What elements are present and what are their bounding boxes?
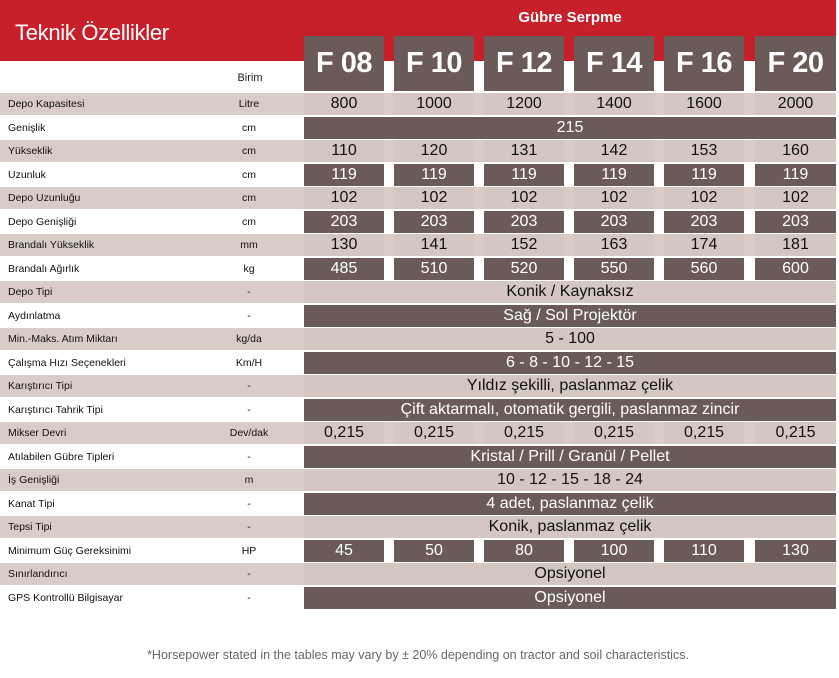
table-cell: 119	[484, 164, 564, 186]
row-label: İş Genişliği	[8, 474, 60, 486]
table-cell: 560	[664, 258, 744, 280]
table-row	[0, 258, 836, 280]
table-row	[0, 234, 836, 256]
row-unit: Km/H	[235, 356, 263, 369]
table-cell: 2000	[755, 93, 836, 115]
spanning-value: 5 - 100	[304, 328, 836, 350]
table-cell: 600	[755, 258, 836, 280]
row-label: Kanat Tipi	[8, 497, 55, 510]
table-cell: 119	[664, 164, 744, 186]
spanning-value: 10 - 12 - 15 - 18 - 24	[304, 469, 836, 491]
row-unit: cm	[242, 168, 256, 181]
table-row	[0, 563, 836, 585]
row-unit: -	[247, 403, 251, 416]
model-header: F 08	[304, 36, 384, 91]
table-row	[0, 305, 836, 327]
table-cell: 110	[664, 540, 744, 562]
group-title: Gübre Serpme	[518, 9, 622, 26]
table-row	[0, 164, 836, 186]
table-cell: 102	[664, 187, 744, 209]
row-label: Brandalı Ağırlık	[8, 262, 80, 275]
row-unit: Dev/dak	[229, 427, 269, 439]
row-label: Karıştırıcı Tahrik Tipi	[8, 403, 103, 416]
table-cell: 80	[484, 540, 564, 562]
table-cell: 119	[755, 164, 836, 186]
spanning-value: Sağ / Sol Projektör	[304, 305, 836, 327]
row-unit: -	[247, 568, 251, 580]
row-label: Depo Genişliği	[8, 215, 77, 228]
spanning-value: Opsiyonel	[304, 563, 836, 585]
row-label: Depo Uzunluğu	[8, 192, 81, 204]
row-label: Çalışma Hızı Seçenekleri	[8, 356, 126, 369]
table-cell: 1600	[664, 93, 744, 115]
table-cell: 203	[755, 211, 836, 233]
row-label: Tepsi Tipi	[8, 521, 52, 533]
table-cell: 1000	[394, 93, 474, 115]
table-row	[0, 93, 836, 115]
row-unit: cm	[242, 215, 256, 228]
spanning-value: Yıldız şekilli, paslanmaz çelik	[304, 375, 836, 397]
page-title: Teknik Özellikler	[15, 20, 169, 45]
table-cell: 203	[484, 211, 564, 233]
spanning-value: 6 - 8 - 10 - 12 - 15	[304, 352, 836, 374]
row-unit: Litre	[238, 98, 260, 110]
unit-column-header: Birim	[237, 72, 263, 84]
row-label: Minimum Güç Gereksinimi	[8, 544, 132, 557]
row-unit: -	[247, 380, 251, 392]
row-label: Sınırlandırıcı	[8, 568, 68, 580]
table-cell: 102	[574, 187, 654, 209]
row-label: Atılabilen Gübre Tipleri	[8, 450, 115, 463]
row-label: Yükseklik	[8, 145, 53, 157]
spanning-value: Kristal / Prill / Granül / Pellet	[304, 446, 836, 468]
table-cell: 130	[304, 234, 384, 256]
row-label: Depo Tipi	[8, 286, 53, 298]
table-cell: 142	[574, 140, 654, 162]
table-cell: 1200	[484, 93, 564, 115]
table-cell: 550	[574, 258, 654, 280]
table-cell: 800	[304, 93, 384, 115]
table-cell: 203	[304, 211, 384, 233]
table-cell: 110	[304, 140, 384, 162]
table-cell: 102	[484, 187, 564, 209]
table-row	[0, 328, 836, 350]
table-cell: 160	[755, 140, 836, 162]
table-cell: 485	[304, 258, 384, 280]
row-label: Genişlik	[8, 121, 46, 134]
model-header: F 20	[755, 36, 836, 91]
row-label: GPS Kontrollü Bilgisayar	[8, 591, 123, 604]
table-cell: 203	[574, 211, 654, 233]
spanning-value: Çift aktarmalı, otomatik gergili, paslanmaz zincir	[304, 399, 836, 421]
table-row	[0, 469, 836, 491]
table-cell: 152	[484, 234, 564, 256]
table-cell: 163	[574, 234, 654, 256]
row-label: Min.-Maks. Atım Miktarı	[8, 333, 118, 345]
table-row	[0, 493, 836, 515]
row-unit: kg/da	[236, 333, 262, 345]
table-cell: 203	[394, 211, 474, 233]
table-cell: 102	[755, 187, 836, 209]
row-unit: kg	[243, 262, 255, 275]
table-row	[0, 516, 836, 538]
row-unit: -	[247, 309, 251, 322]
table-cell: 203	[664, 211, 744, 233]
table-cell: 102	[394, 187, 474, 209]
row-unit: cm	[242, 145, 256, 157]
table-cell: 119	[304, 164, 384, 186]
table-row	[0, 211, 836, 233]
spanning-value: Konik, paslanmaz çelik	[304, 516, 836, 538]
table-row	[0, 446, 836, 468]
row-unit: mm	[240, 239, 258, 251]
table-cell: 102	[304, 187, 384, 209]
table-row	[0, 281, 836, 303]
spanning-value: Konik / Kaynaksız	[304, 281, 836, 303]
table-row	[0, 187, 836, 209]
table-cell: 0,215	[574, 422, 654, 444]
table-cell: 181	[755, 234, 836, 256]
spanning-value: 215	[304, 117, 836, 139]
table-row	[0, 399, 836, 421]
model-header: F 14	[574, 36, 654, 91]
table-cell: 50	[394, 540, 474, 562]
table-row	[0, 352, 836, 374]
row-unit: HP	[241, 544, 257, 557]
row-label: Aydınlatma	[8, 309, 61, 322]
table-cell: 1400	[574, 93, 654, 115]
table-cell: 153	[664, 140, 744, 162]
row-unit: -	[247, 450, 251, 463]
table-cell: 100	[574, 540, 654, 562]
table-cell: 174	[664, 234, 744, 256]
table-cell: 119	[574, 164, 654, 186]
row-label: Brandalı Yükseklik	[8, 239, 95, 251]
row-label: Karıştırıcı Tipi	[8, 380, 73, 392]
row-label: Uzunluk	[8, 168, 46, 181]
table-cell: 130	[755, 540, 836, 562]
table-cell: 510	[394, 258, 474, 280]
table-row	[0, 422, 836, 444]
model-header: F 12	[484, 36, 564, 91]
model-header: F 10	[394, 36, 474, 91]
table-row	[0, 140, 836, 162]
spanning-value: Opsiyonel	[304, 587, 836, 609]
table-row	[0, 375, 836, 397]
table-row	[0, 117, 836, 139]
footnote: *Horsepower stated in the tables may vary by ± 20% depending on tractor and soil characteristics.	[147, 648, 689, 662]
table-cell: 141	[394, 234, 474, 256]
row-label: Depo Kapasitesi	[8, 98, 85, 110]
row-unit: -	[247, 591, 251, 604]
table-cell: 0,215	[394, 422, 474, 444]
row-unit: cm	[242, 121, 256, 134]
model-header: F 16	[664, 36, 744, 91]
table-cell: 0,215	[755, 422, 836, 444]
row-unit: -	[247, 497, 251, 510]
table-row	[0, 587, 836, 609]
table-cell: 0,215	[484, 422, 564, 444]
spanning-value: 4 adet, paslanmaz çelik	[304, 493, 836, 515]
row-unit: -	[247, 286, 251, 298]
table-row	[0, 540, 836, 562]
table-cell: 520	[484, 258, 564, 280]
row-unit: cm	[242, 192, 256, 204]
row-unit: -	[247, 521, 251, 533]
row-unit: m	[244, 474, 254, 486]
table-cell: 120	[394, 140, 474, 162]
table-cell: 0,215	[664, 422, 744, 444]
table-cell: 119	[394, 164, 474, 186]
table-cell: 131	[484, 140, 564, 162]
row-label: Mikser Devri	[8, 427, 67, 439]
table-cell: 45	[304, 540, 384, 562]
table-cell: 0,215	[304, 422, 384, 444]
